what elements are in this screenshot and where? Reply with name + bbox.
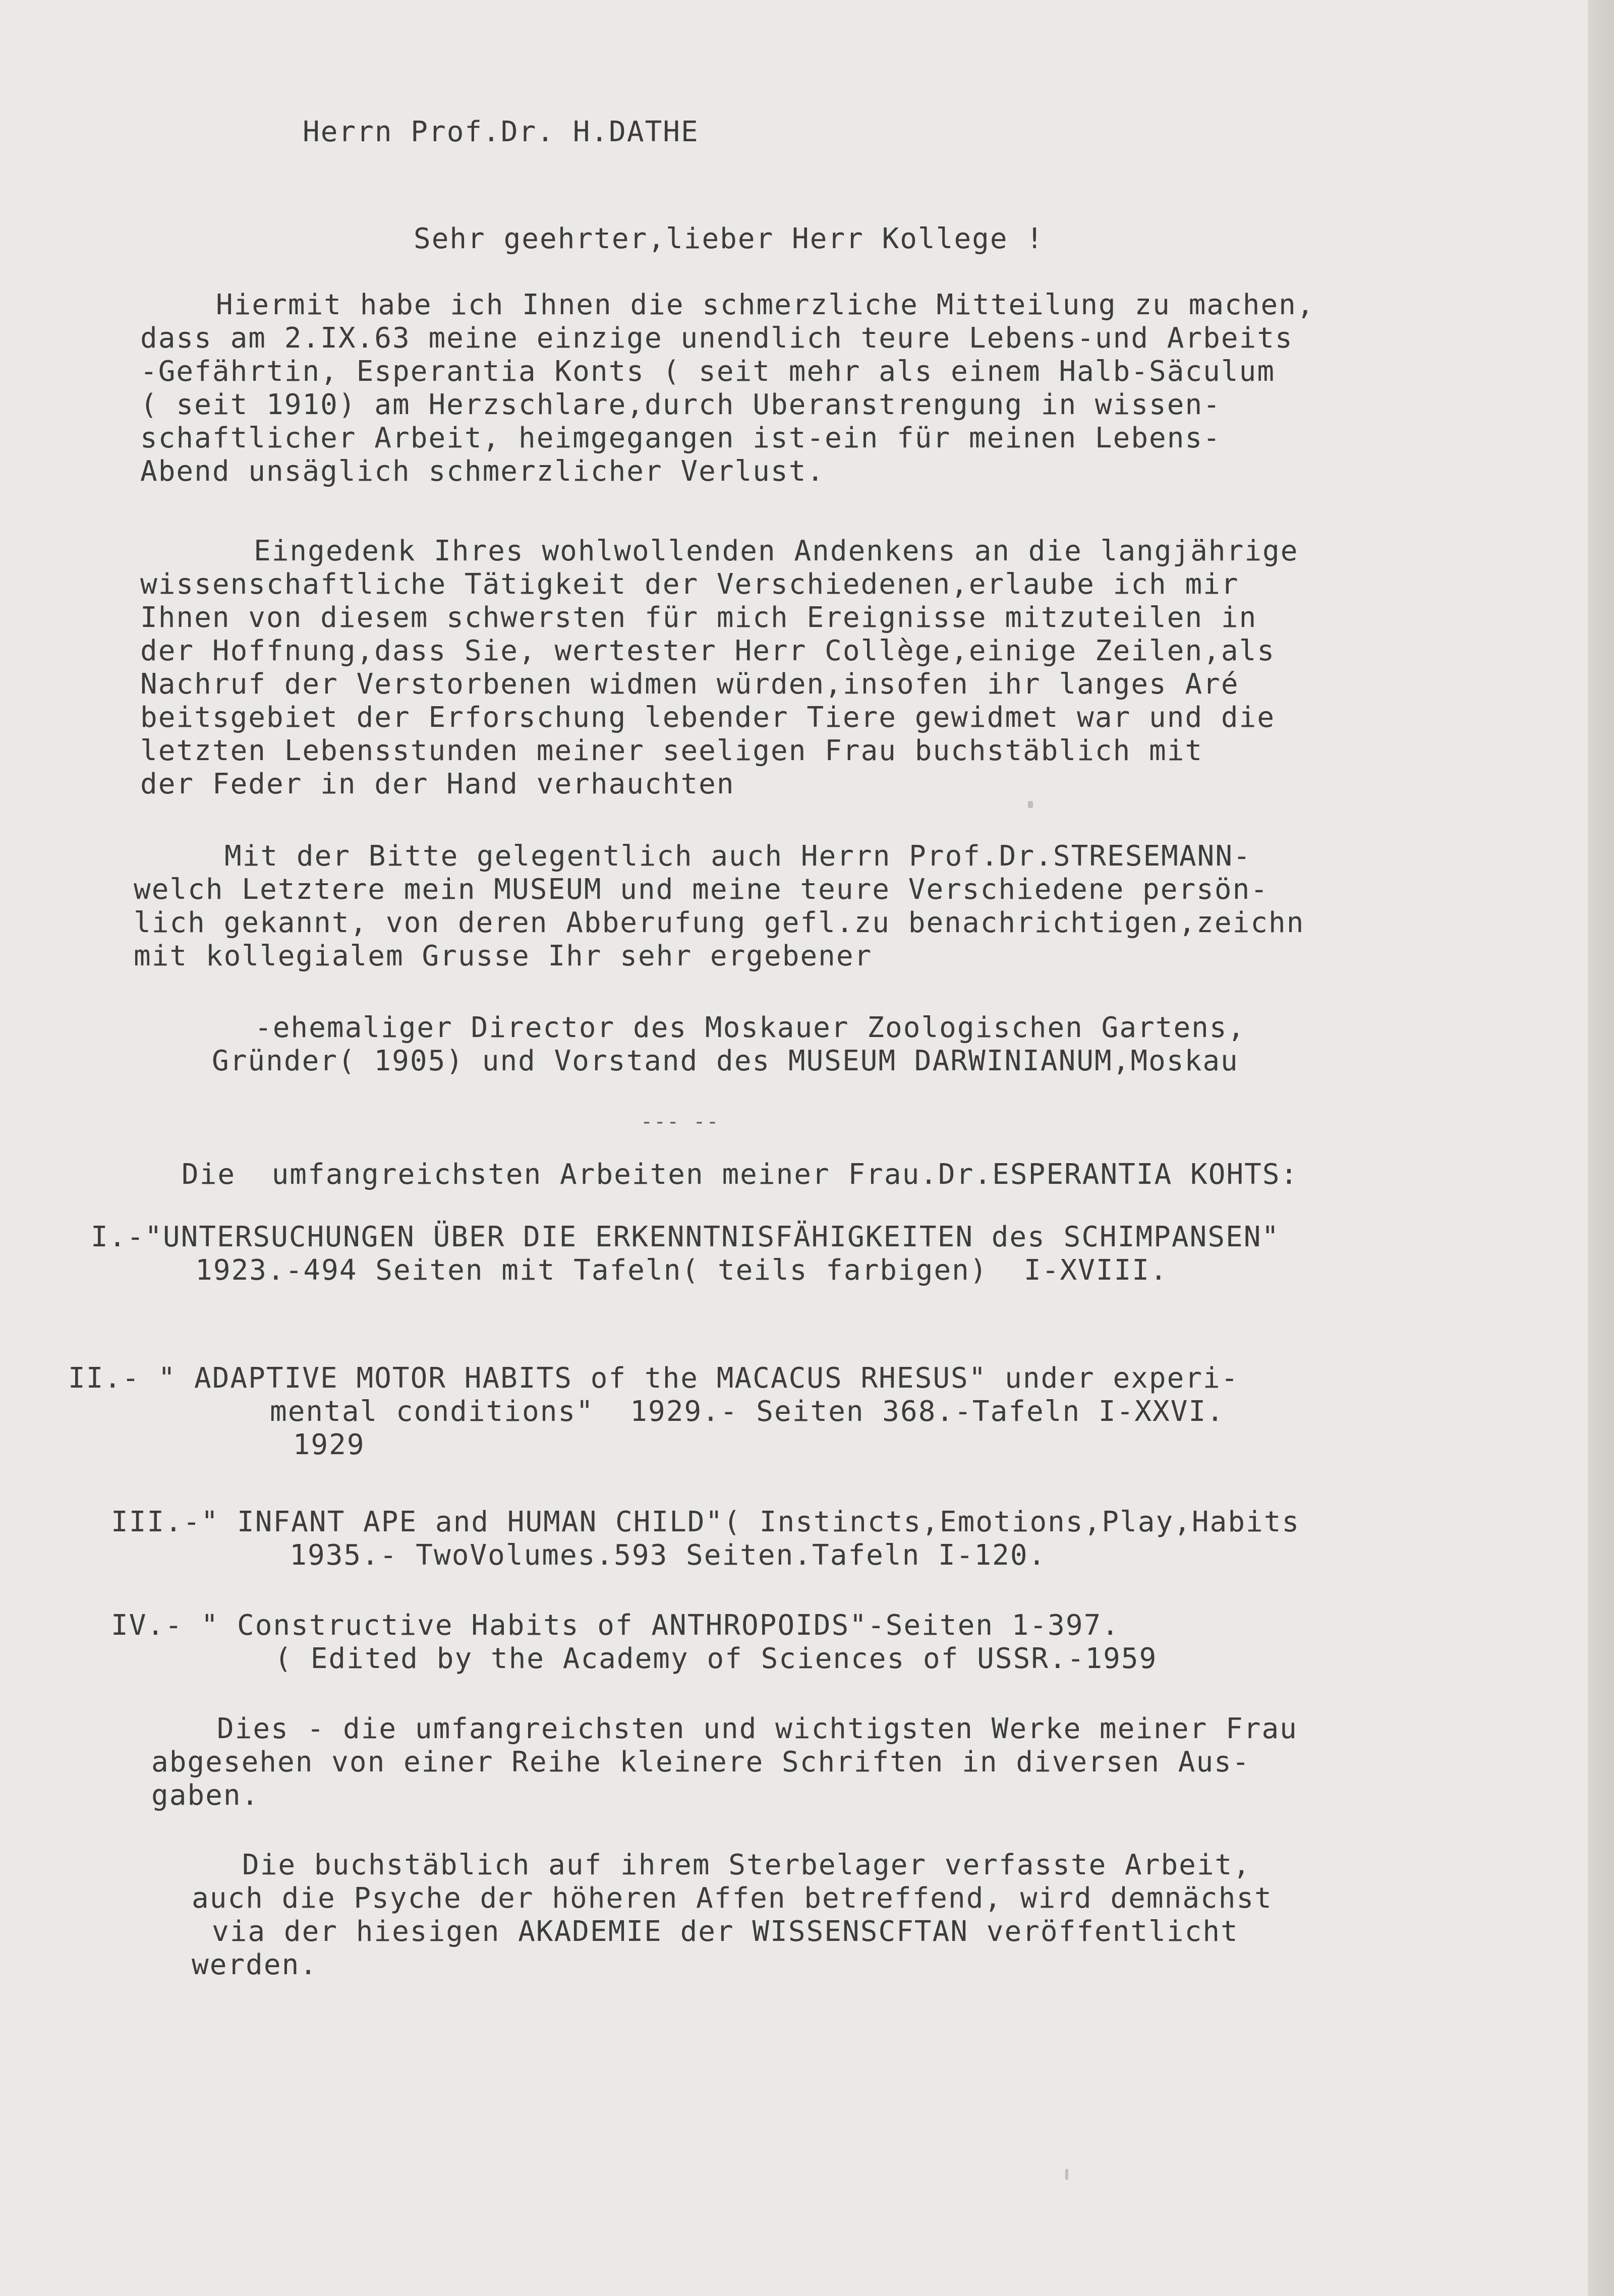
paragraph-2-line: der Hoffnung,dass Sie, wertester Herr Collège,einige Zeilen,als — [140, 635, 1276, 667]
work-item-4 — [111, 1609, 1157, 1676]
work-item-line: II.- " ADAPTIVE MOTOR HABITS of the MACACUS RHESUS" under experi- — [68, 1362, 1239, 1395]
paragraph-2-line: Nachruf der Verstorbenen widmen würden,insofen ihr langes Aré — [140, 668, 1239, 701]
separator: --- -- — [641, 1110, 720, 1133]
work-item-line: mental conditions" 1929.- Seiten 368.-Tafeln I-XXVI. — [144, 1395, 1225, 1428]
paragraph-2-line: Ihnen von diesem schwersten für mich Ereignisse mitzuteilen in — [140, 601, 1257, 634]
paragraph-2-line: Eingedenk Ihres wohlwollenden Andenkens an die langjährige — [254, 535, 1299, 567]
paragraph-2-line: wissenschaftliche Tätigkeit der Verschiedenen,erlaube ich mir — [140, 568, 1239, 601]
paragraph-5-line: auch die Psyche der höheren Affen betreffend, wird demnächst — [192, 1882, 1273, 1915]
salutation: Sehr geehrter,lieber Herr Kollege ! — [414, 222, 1045, 255]
paragraph-1-line: -Gefährtin, Esperantia Konts ( seit mehr als einem Halb-Säculum — [140, 355, 1276, 388]
paragraph-4 — [151, 1712, 1298, 1812]
paragraph-2-line: beitsgebiet der Erforschung lebender Tiere gewidmet war und die — [140, 701, 1276, 734]
paragraph-3 — [134, 840, 1304, 973]
paragraph-4-line: abgesehen von einer Reihe kleinere Schriften in diversen Aus- — [151, 1746, 1250, 1778]
paragraph-1-line: schaftlicher Arbeit, heimgegangen ist-ein für meinen Lebens- — [140, 422, 1221, 454]
paragraph-1-line: dass am 2.IX.63 meine einzige unendlich teure Lebens-und Arbeits — [140, 322, 1293, 355]
paragraph-5-line: werden. — [192, 1948, 318, 1981]
paragraph-1-line: Hiermit habe ich Ihnen die schmerzliche Mitteilung zu machen, — [216, 289, 1315, 321]
paragraph-3-line: Mit der Bitte gelegentlich auch Herrn Prof.Dr.STRESEMANN- — [224, 840, 1251, 873]
work-item-2 — [68, 1362, 1239, 1462]
addressee: Herrn Prof.Dr. H.DATHE — [303, 116, 699, 148]
paragraph-5-line: Die buchstäblich auf ihrem Sterbelager verfasste Arbeit, — [242, 1849, 1251, 1881]
work-item-line: IV.- " Constructive Habits of ANTHROPOIDS"-Seiten 1-397. — [111, 1609, 1120, 1642]
signature-line: -ehemaliger Director des Moskauer Zoologischen Gartens, — [255, 1011, 1246, 1044]
paragraph-1-line: ( seit 1910) am Herzschlare,durch Uberanstrengung in wissen- — [140, 388, 1221, 421]
signature-line: Gründer( 1905) und Vorstand des MUSEUM DARWINIANUM,Moskau — [212, 1045, 1239, 1077]
paragraph-4-line: gaben. — [151, 1779, 260, 1812]
paragraph-4-line: Dies - die umfangreichsten und wichtigsten Werke meiner Frau — [217, 1712, 1298, 1745]
works-heading: Die umfangreichsten Arbeiten meiner Frau.Dr.ESPERANTIA KOHTS: — [182, 1158, 1299, 1191]
paragraph-5-line: via der hiesigen AKADEMIE der WISSENSCFTAN veröffentlicht — [212, 1915, 1239, 1948]
signature-block — [212, 1011, 1245, 1078]
paragraph-3-line: mit kollegialem Grusse Ihr sehr ergebener — [134, 940, 873, 972]
work-item-line: III.-" INFANT APE and HUMAN CHILD"( Instincts,Emotions,Play,Habits — [111, 1506, 1300, 1538]
paragraph-2-line: der Feder in der Hand verhauchten — [140, 768, 735, 800]
paragraph-5 — [192, 1849, 1273, 1982]
paragraph-3-line: lich gekannt, von deren Abberufung gefl.zu benachrichtigen,zeichn — [134, 906, 1305, 939]
work-item-line: I.-"UNTERSUCHUNGEN ÜBER DIE ERKENNTNISFÄHIGKEITEN des SCHIMPANSEN" — [91, 1221, 1280, 1253]
paragraph-2-line: letzten Lebensstunden meiner seeligen Frau buchstäblich mit — [140, 734, 1203, 767]
page-edge — [1588, 0, 1614, 2296]
paper-speck — [1065, 2169, 1068, 2180]
paragraph-1 — [140, 289, 1315, 488]
work-item-line: 1929 — [149, 1428, 365, 1461]
work-item-line: 1923.-494 Seiten mit Tafeln( teils farbigen) I-XVIII. — [141, 1254, 1168, 1287]
paper-speck — [1028, 801, 1033, 808]
work-item-1 — [91, 1221, 1280, 1287]
work-item-3 — [111, 1506, 1300, 1572]
paragraph-1-line: Abend unsäglich schmerzlicher Verlust. — [140, 455, 825, 488]
paragraph-3-line: welch Letztere mein MUSEUM und meine teure Verschiedene persön- — [134, 873, 1269, 906]
work-item-line: 1935.- TwoVolumes.593 Seiten.Tafeln I-120. — [182, 1539, 1047, 1572]
work-item-line: ( Edited by the Academy of Sciences of USSR.-1959 — [166, 1642, 1158, 1675]
paragraph-2 — [140, 535, 1298, 801]
